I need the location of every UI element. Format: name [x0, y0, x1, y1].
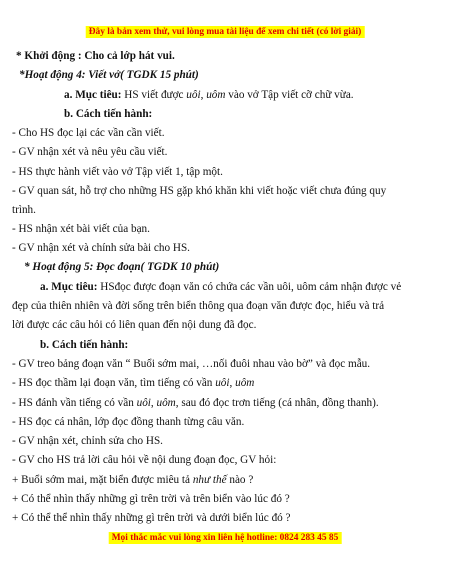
step-text: - HS đọc thầm lại đoạn văn, tìm tiếng có vần	[12, 377, 216, 389]
activity-5-goal-cont: lời được các câu hỏi có liên quan đến nội dung đã đọc.	[12, 319, 257, 331]
activity-5-goal-cont: đẹp của thiên nhiên và đời sống trên biển thông qua đoạn văn được đọc, hiểu và trả	[12, 300, 385, 312]
step-text-end: , sau đó đọc trơn tiếng (cá nhân, đồng thanh).	[175, 397, 379, 409]
goal-text: HS viết được	[121, 89, 187, 101]
activity-5-title: * Hoạt động 5: Đọc đoạn( TGDK 10 phút)	[24, 261, 220, 273]
goal-text-end: vào vở Tập viết cỡ chữ vừa.	[225, 89, 354, 101]
separator: ,	[229, 377, 236, 389]
activity-5-step: - GV nhận xét, chỉnh sửa cho HS.	[12, 435, 163, 447]
activity-5-step: - GV treo bảng đoạn văn “ Buổi sớm mai, …nối đuôi nhau vào bờ” và đọc mẫu.	[12, 358, 371, 370]
activity-4-step: - HS nhận xét bài viết của bạn.	[12, 223, 150, 235]
activity-4-step: trình.	[12, 204, 36, 216]
activity-5-step	[12, 397, 450, 410]
question-text-end: nào ?	[226, 474, 254, 486]
hotline-banner: Mọi thắc mắc vui lòng xin liên hệ hotline: 0824 283 45 85	[109, 532, 342, 544]
activity-4-method-heading: b. Cách tiến hành:	[64, 108, 153, 120]
warmup-line: * Khởi động : Cho cả lớp hát vui.	[16, 50, 175, 62]
rhyme-uoi: uôi	[186, 89, 201, 101]
preview-notice-banner: Đây là bản xem thử, vui lòng mua tài liệu để xem chi tiết (có lời giải)	[86, 26, 365, 38]
question-item	[12, 474, 450, 487]
activity-5-method-heading: b. Cách tiến hành:	[40, 339, 129, 351]
activity-5-goal	[40, 281, 450, 294]
activity-5-step	[12, 377, 450, 390]
activity-4-step: - GV nhận xét và nêu yêu cầu viết.	[12, 146, 168, 158]
rhyme-uom: uôm	[206, 89, 226, 101]
goal-label: a. Mục tiêu:	[64, 89, 122, 101]
activity-4-step: - GV quan sát, hỗ trợ cho những HS gặp khó khăn khi viết hoặc viết chưa đúng quy	[12, 185, 387, 197]
step-text: - HS đánh vần tiếng có vần	[12, 397, 137, 409]
activity-4-goal	[64, 89, 450, 102]
goal-text: HSđọc được đoạn văn có chứa các vần uôi, uôm cảm nhận được vẻ	[97, 281, 402, 293]
question-text: + Buổi sớm mai, mặt biển được miêu tả	[12, 474, 193, 486]
rhyme-uoi: uôi	[215, 377, 230, 389]
rhyme-uoi: uôi	[136, 397, 151, 409]
activity-4-step: - GV nhận xét và chính sửa bài cho HS.	[12, 242, 190, 254]
rhyme-uom: uôm	[156, 397, 176, 409]
question-emphasis: như thế	[192, 474, 227, 486]
separator: ,	[150, 397, 157, 409]
question-item: + Có thể thể nhìn thấy những gì trên trời và dưới biển lúc đó ?	[12, 512, 291, 524]
activity-4-step: - Cho HS đọc lại các vần cần viết.	[12, 127, 165, 139]
activity-5-step: - HS đọc cá nhân, lớp đọc đồng thanh từng câu văn.	[12, 416, 245, 428]
separator: ,	[200, 89, 207, 101]
goal-label: a. Mục tiêu:	[40, 281, 98, 293]
activity-4-title: *Hoạt động 4: Viết vở( TGDK 15 phút)	[19, 69, 199, 81]
rhyme-uom: uôm	[235, 377, 255, 389]
activity-4-step: - HS thực hành viết vào vở Tập viết 1, tập một.	[12, 166, 223, 178]
activity-5-step: - GV cho HS trả lời câu hỏi về nội dung đoạn đọc, GV hỏi:	[12, 454, 277, 466]
question-item: + Có thể nhìn thấy những gì trên trời và trên biển vào lúc đó ?	[12, 493, 290, 505]
